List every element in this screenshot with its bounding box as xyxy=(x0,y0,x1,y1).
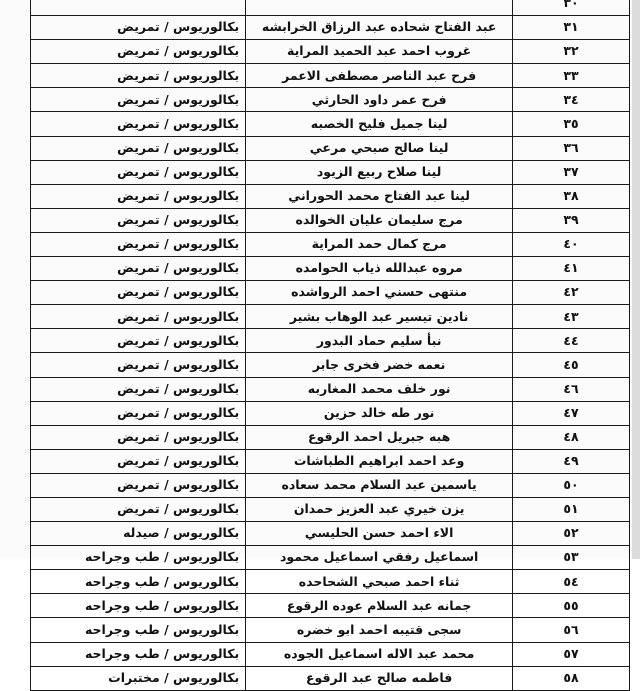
name-cell: غروب احمد عبد الحميد المراية xyxy=(246,40,513,64)
qualification-cell: بكالوريوس / صيدله xyxy=(31,522,246,546)
qualification-cell: بكالوريوس / تمريض xyxy=(31,425,246,449)
row-number-cell: ٥٥ xyxy=(513,594,630,618)
qualification-cell: بكالوريوس / تمريض xyxy=(31,232,246,256)
name-cell: منتهى حسني احمد الرواشده xyxy=(246,281,513,305)
qualification-cell: بكالوريوس / تمريض xyxy=(31,257,246,281)
row-number-cell: ٥٧ xyxy=(513,642,630,666)
name-cell: نعمه خضر فخرى جابر xyxy=(246,353,513,377)
name-cell: فرح عمر داود الحارثي xyxy=(246,88,513,112)
qualification-cell: بكالوريوس / طب وجراحه xyxy=(31,594,246,618)
qualification-cell: بكالوريوس / تمريض xyxy=(31,449,246,473)
table-row xyxy=(31,546,630,570)
row-number-cell: ٤٤ xyxy=(513,329,630,353)
qualification-cell: بكالوريوس / تمريض xyxy=(31,329,246,353)
row-number-cell: ٥٣ xyxy=(513,546,630,570)
table-row xyxy=(31,377,630,401)
row-number-cell: ٤٦ xyxy=(513,377,630,401)
name-cell: لينا صالح صبحي مرعي xyxy=(246,136,513,160)
qualification-cell: بكالوريوس / طب وجراحه xyxy=(31,546,246,570)
name-cell: هبه جبريل احمد الرقوع xyxy=(246,425,513,449)
name-cell: محمد عبد الاله اسماعيل الجوده xyxy=(246,642,513,666)
table-row xyxy=(31,401,630,425)
row-number-cell: ٣٧ xyxy=(513,160,630,184)
row-number-cell: ٤٧ xyxy=(513,401,630,425)
name-cell: وعد احمد ابراهيم الطباشات xyxy=(246,449,513,473)
table-row xyxy=(31,594,630,618)
name-cell: مروه عبدالله ذياب الحوامده xyxy=(246,257,513,281)
name-cell: جمانه عبد السلام عوده الرقوع xyxy=(246,594,513,618)
row-number-cell: ٣٨ xyxy=(513,184,630,208)
table-row xyxy=(31,522,630,546)
name-cell: سجى قتيبه احمد ابو خضره xyxy=(246,618,513,642)
name-cell: نبأ سليم حماد البدور xyxy=(246,329,513,353)
name-cell: نادين تيسير عبد الوهاب بشير xyxy=(246,305,513,329)
table-row xyxy=(31,257,630,281)
name-cell: فاطمه صالح عبد الرقوع xyxy=(246,666,513,690)
name-cell: نور طه خالد حزين xyxy=(246,401,513,425)
row-number-cell: ٣٤ xyxy=(513,88,630,112)
qualification-cell: بكالوريوس / تمريض xyxy=(31,64,246,88)
table-row xyxy=(31,136,630,160)
row-number-cell: ٤٣ xyxy=(513,305,630,329)
qualification-cell: بكالوريوس / تمريض xyxy=(31,16,246,40)
row-number-cell: ٤٠ xyxy=(513,232,630,256)
qualification-cell: بكالوريوس / تمريض xyxy=(31,136,246,160)
row-number-cell: ٤٨ xyxy=(513,425,630,449)
name-cell: لينا عبد الفتاح محمد الحوراني xyxy=(246,184,513,208)
table-row xyxy=(31,184,630,208)
table-row xyxy=(31,88,630,112)
name-cell: يزن خيري عبد العزيز حمدان xyxy=(246,497,513,521)
row-number-cell: ٣٢ xyxy=(513,40,630,64)
table-row xyxy=(31,281,630,305)
row-number-cell: ٥٨ xyxy=(513,666,630,690)
qualification-cell xyxy=(31,0,246,16)
table-row xyxy=(31,305,630,329)
row-number-cell: ٣٠ xyxy=(513,0,630,16)
row-number-cell: ٤٥ xyxy=(513,353,630,377)
table-row xyxy=(31,40,630,64)
qualification-cell: بكالوريوس / مختبرات xyxy=(31,666,246,690)
qualification-cell: بكالوريوس / طب وجراحه xyxy=(31,618,246,642)
row-number-cell: ٣٦ xyxy=(513,136,630,160)
qualification-cell: بكالوريوس / تمريض xyxy=(31,401,246,425)
row-number-cell: ٣٩ xyxy=(513,208,630,232)
row-number-cell: ٥٤ xyxy=(513,570,630,594)
row-number-cell: ٥٢ xyxy=(513,522,630,546)
name-cell: لينا جميل فليح الخصبه xyxy=(246,112,513,136)
qualification-cell: بكالوريوس / تمريض xyxy=(31,497,246,521)
qualification-cell: بكالوريوس / تمريض xyxy=(31,305,246,329)
qualification-cell: بكالوريوس / تمريض xyxy=(31,160,246,184)
row-number-cell: ٣١ xyxy=(513,16,630,40)
name-cell: الاء احمد حسن الحليسي xyxy=(246,522,513,546)
page-edge-shadow xyxy=(632,0,640,559)
name-cell xyxy=(246,0,513,16)
row-number-cell: ٥٠ xyxy=(513,473,630,497)
qualification-cell: بكالوريوس / تمريض xyxy=(31,208,246,232)
name-cell: لينا صلاح ربيع الزيود xyxy=(246,160,513,184)
table-row xyxy=(31,497,630,521)
row-number-cell: ٣٣ xyxy=(513,64,630,88)
table-row xyxy=(31,329,630,353)
name-cell: عبد الفتاح شحاده عبد الرزاق الخرابشه xyxy=(246,16,513,40)
name-cell: مرج كمال حمد المراية xyxy=(246,232,513,256)
name-cell: ثناء احمد صبحي الشحاحده xyxy=(246,570,513,594)
name-cell: ياسمين عبد السلام محمد سعاده xyxy=(246,473,513,497)
table-row xyxy=(31,473,630,497)
qualification-cell: بكالوريوس / طب وجراحه xyxy=(31,642,246,666)
name-cell: مرج سليمان عليان الخوالده xyxy=(246,208,513,232)
qualification-cell: بكالوريوس / تمريض xyxy=(31,353,246,377)
qualification-cell: بكالوريوس / تمريض xyxy=(31,112,246,136)
table-row xyxy=(31,160,630,184)
name-cell: اسماعيل رفقي اسماعيل محمود xyxy=(246,546,513,570)
candidates-table-body xyxy=(31,0,630,690)
qualification-cell: بكالوريوس / تمريض xyxy=(31,88,246,112)
table-row xyxy=(31,208,630,232)
candidates-table xyxy=(30,0,630,691)
table-row xyxy=(31,112,630,136)
row-number-cell: ٥١ xyxy=(513,497,630,521)
table-row xyxy=(31,666,630,690)
row-number-cell: ٤٢ xyxy=(513,281,630,305)
qualification-cell: بكالوريوس / تمريض xyxy=(31,377,246,401)
table-row xyxy=(31,0,630,16)
table-row xyxy=(31,232,630,256)
row-number-cell: ٤٩ xyxy=(513,449,630,473)
table-row xyxy=(31,618,630,642)
row-number-cell: ٣٥ xyxy=(513,112,630,136)
table-row xyxy=(31,570,630,594)
name-cell: فرح عبد الناصر مصطفى الاعمر xyxy=(246,64,513,88)
table-row xyxy=(31,353,630,377)
table-row xyxy=(31,642,630,666)
row-number-cell: ٤١ xyxy=(513,257,630,281)
name-cell: نور خلف محمد المغاربه xyxy=(246,377,513,401)
table-row xyxy=(31,16,630,40)
qualification-cell: بكالوريوس / تمريض xyxy=(31,473,246,497)
qualification-cell: بكالوريوس / تمريض xyxy=(31,40,246,64)
qualification-cell: بكالوريوس / تمريض xyxy=(31,281,246,305)
qualification-cell: بكالوريوس / طب وجراحه xyxy=(31,570,246,594)
table-row xyxy=(31,425,630,449)
table-row xyxy=(31,449,630,473)
table-row xyxy=(31,64,630,88)
qualification-cell: بكالوريوس / تمريض xyxy=(31,184,246,208)
row-number-cell: ٥٦ xyxy=(513,618,630,642)
